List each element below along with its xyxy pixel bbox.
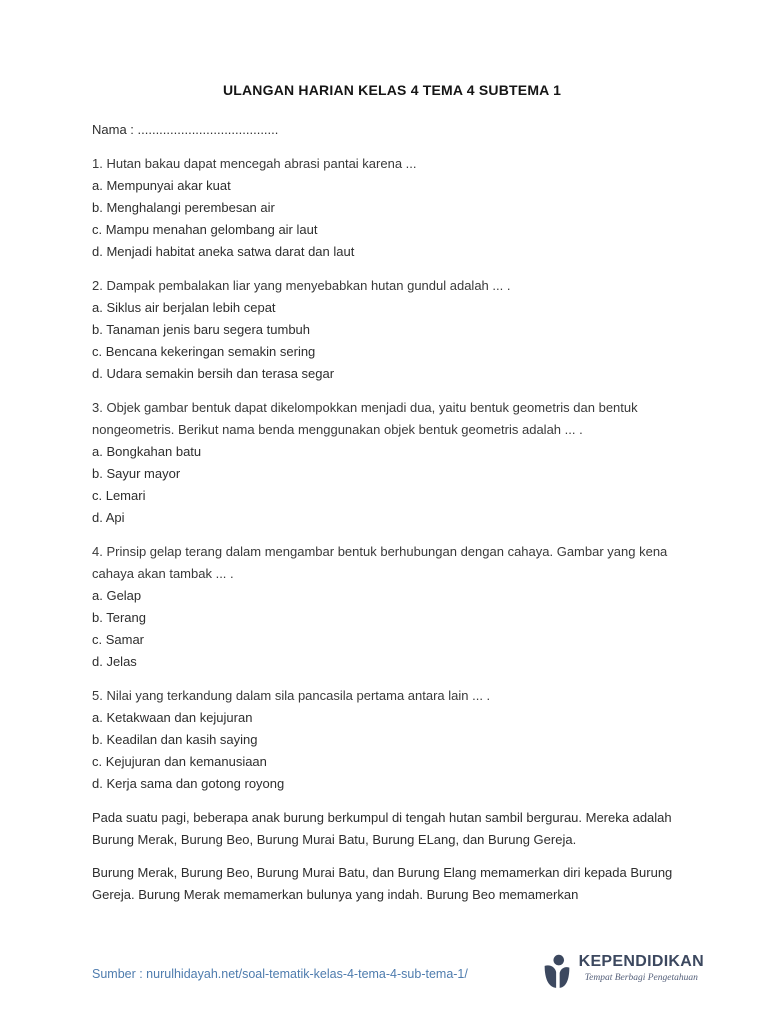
option-item: d. Menjadi habitat aneka satwa darat dan laut <box>92 244 355 259</box>
page-title: ULANGAN HARIAN KELAS 4 TEMA 4 SUBTEMA 1 <box>222 82 562 98</box>
option-item: a. Siklus air berjalan lebih cepat <box>92 300 276 315</box>
kependidikan-logo <box>542 952 704 995</box>
option-item: d. Jelas <box>92 654 137 669</box>
question-text: 3. Objek gambar bentuk dapat dikelompokkan menjadi dua, yaitu bentuk geometris dan bentuk nongeometris. Berikut nama benda menggunakan objek bentuk geometris adalah ... . <box>92 400 638 437</box>
option-item: b. Sayur mayor <box>92 466 181 481</box>
option-item: b. Terang <box>92 610 146 625</box>
question-text: 5. Nilai yang terkandung dalam sila pancasila pertama antara lain ... . <box>92 688 491 703</box>
option-item: c. Lemari <box>92 488 146 503</box>
option-item: a. Mempunyai akar kuat <box>92 178 231 193</box>
logo-tagline: Tempat Berbagi Pengetahuan <box>584 973 698 983</box>
question-block-2 <box>92 275 692 385</box>
option-item: d. Udara semakin bersih dan terasa segar <box>92 366 335 381</box>
kependidikan-book-person-icon <box>542 954 572 995</box>
source-link[interactable]: Sumber : nurulhidayah.net/soal-tematik-kelas-4-tema-4-sub-tema-1/ <box>92 966 468 981</box>
question-block-4 <box>92 541 692 673</box>
name-field-line: Nama : ....................................... <box>92 122 279 137</box>
question-text: 2. Dampak pembalakan liar yang menyebabkan hutan gundul adalah ... . <box>92 278 511 293</box>
option-item: a. Ketakwaan dan kejujuran <box>92 710 253 725</box>
option-item: c. Kejujuran dan kemanusiaan <box>92 754 267 769</box>
question-block-1 <box>92 153 692 263</box>
question-text: 4. Prinsip gelap terang dalam mengambar bentuk berhubungan dengan cahaya. Gambar yang kena cahaya akan tambak ... . <box>92 544 668 581</box>
story-paragraph: Pada suatu pagi, beberapa anak burung berkumpul di tengah hutan sambil bergurau. Mereka adalah Burung Merak, Burung Beo, Burung Murai Batu, Burung ELang, dan Burung Gereja. <box>92 810 672 847</box>
option-item: c. Samar <box>92 632 145 647</box>
option-item: b. Menghalangi perembesan air <box>92 200 275 215</box>
option-item: b. Keadilan dan kasih saying <box>92 732 258 747</box>
question-block-5 <box>92 685 692 795</box>
logo-text-group <box>579 952 704 984</box>
page-footer <box>92 952 704 995</box>
option-item: b. Tanaman jenis baru segera tumbuh <box>92 322 311 337</box>
option-item: a. Gelap <box>92 588 142 603</box>
question-block-3 <box>92 397 692 529</box>
option-item: c. Bencana kekeringan semakin sering <box>92 344 316 359</box>
option-item: c. Mampu menahan gelombang air laut <box>92 222 318 237</box>
option-item: d. Api <box>92 510 125 525</box>
option-item: a. Bongkahan batu <box>92 444 202 459</box>
logo-text: KEPENDIDIKAN <box>578 953 704 970</box>
option-item: d. Kerja sama dan gotong royong <box>92 776 285 791</box>
story-paragraph: Burung Merak, Burung Beo, Burung Murai Batu, dan Burung Elang memamerkan diri kepada Burung Gereja. Burung Merak memamerkan bulunya yang indah. Burung Beo memamerkan <box>92 865 673 902</box>
question-text: 1. Hutan bakau dapat mencegah abrasi pantai karena ... <box>92 156 417 171</box>
